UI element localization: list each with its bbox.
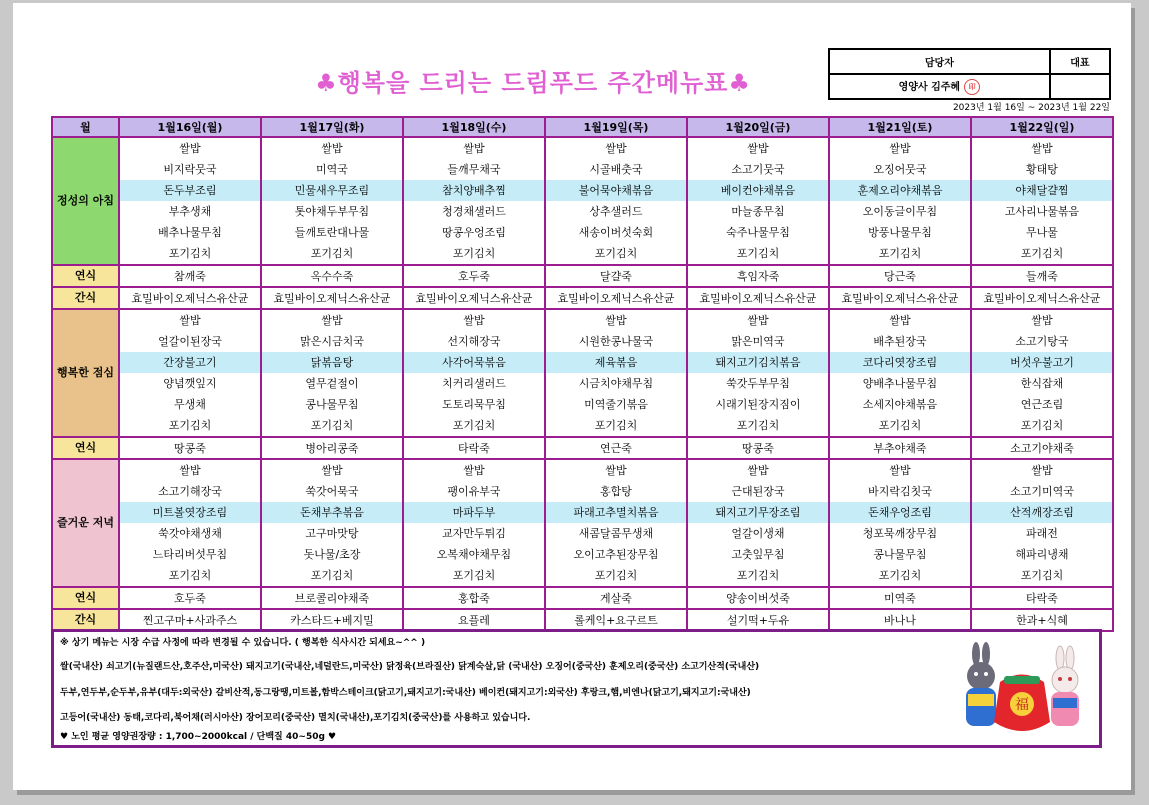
notice-line: ※ 상기 메뉴는 시장 수급 사정에 따라 변경될 수 있습니다. ( 행복한 식사시간 되세요~^^ ) [60, 638, 426, 648]
menu-item: 팽이유부국 [447, 485, 501, 498]
menu-item: 시금치야채무침 [578, 377, 654, 390]
menu-item: 소고기탕국 [1015, 335, 1069, 348]
day-header: 1월22일(일) [971, 117, 1113, 137]
menu-item: 효밀바이오제닉스유산균 [971, 287, 1113, 309]
menu-item: 쑥갓두부무침 [726, 377, 790, 390]
menu-item: 타락죽 [971, 587, 1113, 609]
menu-item: 돈두부조림 [120, 180, 260, 201]
menu-item: 쌀밥 [747, 142, 769, 155]
menu-item: 마늘종무침 [731, 205, 785, 218]
meal-cell [687, 309, 829, 437]
meal-cell [119, 309, 261, 437]
menu-item: 부추생채 [168, 205, 212, 218]
menu-item: 홍합탕 [600, 485, 632, 498]
menu-item: 청경채샐러드 [442, 205, 506, 218]
menu-item: 도토리묵무침 [442, 398, 506, 411]
menu-item: 시골배춧국 [589, 163, 643, 176]
menu-item: 호두죽 [403, 265, 545, 287]
menu-item: 새콤달콤무생채 [578, 527, 654, 540]
notes-box [51, 629, 1102, 748]
origin-line: 두부,연두부,순두부,유부(대두:외국산) 갈비산적,동그랑땡,미트볼,함박스테이크(닭고기,돼지고기:국내산) 베이컨(돼지고기:외국산) 후랑크,햄,비엔나(닭고기,돼지고기:국내산) [60, 688, 751, 698]
origin-line: 쌀(국내산) 쇠고기(뉴질랜드산,호주산,미국산) 돼지고기(국내산,네덜란드,미국산) 닭정육(브라질산) 닭계숙살,닭 (국내산) 오징어(중국산) 훈제오리(중국산) 소고기산적(국내산) [60, 662, 760, 672]
breakfast-row [52, 137, 1113, 265]
menu-item: 소고기미역국 [1010, 485, 1074, 498]
menu-item: 톳야채두부무침 [294, 205, 370, 218]
menu-item: 효밀바이오제닉스유산균 [545, 287, 687, 309]
bag-character: 福 [1015, 697, 1029, 713]
menu-item: 오복채야채무침 [436, 548, 512, 561]
menu-item: 게살죽 [545, 587, 687, 609]
meal-cell [687, 137, 829, 265]
menu-item: 쌀밥 [747, 314, 769, 327]
menu-item: 파래고추멸치볶음 [546, 502, 686, 523]
menu-item: 쌀밥 [463, 464, 485, 477]
menu-item: 양념깻잎지 [163, 377, 217, 390]
menu-item: 맑은미역국 [731, 335, 785, 348]
menu-item: 시래기된장지짐이 [715, 398, 801, 411]
menu-item: 맑은시금치국 [300, 335, 364, 348]
menu-item: 바지락김칫국 [868, 485, 932, 498]
menu-item: 연근죽 [545, 437, 687, 459]
menu-item: 미역죽 [829, 587, 971, 609]
menu-item: 땅콩죽 [687, 437, 829, 459]
menu-item: 소세지야채볶음 [862, 398, 938, 411]
origin-line: 고등어(국내산) 동태,코다리,북어채(러시아산) 장어꼬리(중국산) 멸치(국내산),포기김치(중국산)를 사용하고 있습니다. [60, 713, 531, 723]
approval-col2-value [1050, 74, 1110, 99]
menu-item: 쌀밥 [463, 314, 485, 327]
menu-item: 당근죽 [829, 265, 971, 287]
weekly-menu-table [51, 116, 1114, 632]
porridge-row [52, 587, 1113, 609]
dietitian-name: 영양사 김주혜 [898, 82, 961, 93]
menu-item: 달걀죽 [545, 265, 687, 287]
menu-item: 쌀밥 [605, 142, 627, 155]
menu-item: 배추된장국 [873, 335, 927, 348]
menu-item: 들깨토란대나물 [294, 226, 370, 239]
meal-category-label: 즐거운 저녁 [52, 459, 119, 587]
menu-item: 포기김치 [736, 247, 780, 260]
menu-item: 숙주나물무침 [726, 226, 790, 239]
menu-item: 얼갈이된장국 [158, 335, 222, 348]
menu-item: 포기김치 [736, 569, 780, 582]
right-rabbit [1051, 646, 1079, 726]
menu-item: 쌀밥 [889, 142, 911, 155]
menu-item: 참깨죽 [119, 265, 261, 287]
menu-item: 파래전 [1026, 527, 1058, 540]
day-header: 1월19일(목) [545, 117, 687, 137]
meal-cell [829, 309, 971, 437]
menu-item: 흑임자죽 [687, 265, 829, 287]
menu-item: 쌀밥 [321, 464, 343, 477]
new-year-rabbit-illustration [952, 642, 1094, 742]
menu-item: 찐고구마+사과주스 [119, 609, 261, 631]
menu-item: 연근조림 [1020, 398, 1064, 411]
meal-category-label: 연식 [52, 265, 119, 287]
meal-cell [119, 459, 261, 587]
menu-item: 포기김치 [1020, 569, 1064, 582]
menu-item: 포기김치 [878, 419, 922, 432]
menu-item: 버섯우불고기 [972, 352, 1112, 373]
menu-item: 홍합죽 [403, 587, 545, 609]
meal-category-label: 행복한 점심 [52, 309, 119, 437]
menu-item: 간장불고기 [120, 352, 260, 373]
menu-item: 쌀밥 [889, 464, 911, 477]
menu-item: 요플레 [403, 609, 545, 631]
menu-item: 효밀바이오제닉스유산균 [261, 287, 403, 309]
snack-row [52, 287, 1113, 309]
menu-item: 시원한콩나물국 [578, 335, 654, 348]
menu-item: 카스타드+베지밀 [261, 609, 403, 631]
meal-category-label: 간식 [52, 609, 119, 631]
approval-col1-header: 담당자 [829, 49, 1050, 74]
porridge-row [52, 265, 1113, 287]
menu-item: 상추샐러드 [589, 205, 643, 218]
approval-col1-value [829, 74, 1050, 99]
page-title: ♣행복을 드리는 드림푸드 주간메뉴표♣ [315, 69, 751, 97]
menu-item: 사각어묵볶음 [404, 352, 544, 373]
meal-cell [971, 137, 1113, 265]
approval-box [828, 48, 1111, 100]
menu-item: 미역국 [316, 163, 348, 176]
menu-item: 야채달걀찜 [972, 180, 1112, 201]
menu-item: 산적깨장조림 [972, 502, 1112, 523]
menu-item: 해파리냉채 [1015, 548, 1069, 561]
menu-item: 한식잡채 [1020, 377, 1064, 390]
menu-item: 호두죽 [119, 587, 261, 609]
left-rabbit [966, 642, 996, 726]
meal-category-label: 간식 [52, 287, 119, 309]
seal-stamp: 印 [964, 79, 980, 95]
day-header: 1월18일(수) [403, 117, 545, 137]
menu-item: 돗나물/초장 [303, 548, 361, 561]
meal-cell [261, 309, 403, 437]
menu-item: 베이컨야채볶음 [688, 180, 828, 201]
menu-item: 오이고추된장무침 [573, 548, 659, 561]
menu-item: 소고기야채죽 [971, 437, 1113, 459]
menu-item: 느타리버섯무침 [152, 548, 228, 561]
menu-item: 포기김치 [452, 247, 496, 260]
menu-item: 쑥갓야채생채 [158, 527, 222, 540]
meal-cell [971, 309, 1113, 437]
menu-item: 부추야채죽 [829, 437, 971, 459]
day-header: 1월20일(금) [687, 117, 829, 137]
meal-cell [261, 459, 403, 587]
menu-item: 포기김치 [452, 569, 496, 582]
fortune-bag [994, 675, 1050, 732]
menu-item: 포기김치 [594, 569, 638, 582]
meal-cell [545, 459, 687, 587]
menu-item: 돼지고기무장조림 [688, 502, 828, 523]
menu-item: 타락죽 [403, 437, 545, 459]
menu-item: 소고기해장국 [158, 485, 222, 498]
menu-item: 효밀바이오제닉스유산균 [119, 287, 261, 309]
menu-item: 쑥갓어묵국 [305, 485, 359, 498]
menu-item: 포기김치 [594, 419, 638, 432]
menu-item: 비지락뭇국 [163, 163, 217, 176]
menu-item: 포기김치 [168, 419, 212, 432]
nutrition-line: ♥ 노인 평균 영양권장량 : 1,700~2000kcal / 단백질 40~50g ♥ [60, 732, 337, 742]
menu-item: 옥수수죽 [261, 265, 403, 287]
meal-cell [545, 137, 687, 265]
period-range: 2023년 1월 16일 ~ 2023년 1월 22일 [952, 103, 1110, 113]
menu-item: 청포묵깨장무침 [862, 527, 938, 540]
menu-item: 치커리샐러드 [442, 377, 506, 390]
menu-item: 포기김치 [594, 247, 638, 260]
menu-item: 콩나물무침 [873, 548, 927, 561]
menu-item: 쌀밥 [605, 314, 627, 327]
menu-item: 콩나물무침 [305, 398, 359, 411]
menu-item: 소고기뭇국 [731, 163, 785, 176]
menu-item: 제육볶음 [546, 352, 686, 373]
day-header: 1월17일(화) [261, 117, 403, 137]
menu-item: 병아리콩죽 [261, 437, 403, 459]
menu-item: 양송이버섯죽 [687, 587, 829, 609]
menu-item: 민물새우무조림 [262, 180, 402, 201]
menu-item: 포기김치 [1020, 247, 1064, 260]
meal-cell [545, 309, 687, 437]
meal-cell [829, 459, 971, 587]
menu-item: 훈제오리야채볶음 [830, 180, 970, 201]
menu-item: 효밀바이오제닉스유산균 [829, 287, 971, 309]
approval-col2-header: 대표 [1050, 49, 1110, 74]
menu-item: 롤케익+요구르트 [545, 609, 687, 631]
menu-item: 쌀밥 [179, 314, 201, 327]
menu-item: 포기김치 [168, 247, 212, 260]
menu-item: 마파두부 [404, 502, 544, 523]
menu-item: 쌀밥 [747, 464, 769, 477]
menu-item: 쌀밥 [321, 142, 343, 155]
menu-item: 포기김치 [878, 569, 922, 582]
menu-item: 포기김치 [452, 419, 496, 432]
menu-item: 무생채 [174, 398, 206, 411]
menu-item: 포기김치 [168, 569, 212, 582]
menu-item: 선지해장국 [447, 335, 501, 348]
menu-item: 미트볼엿장조림 [120, 502, 260, 523]
menu-item: 얼갈이생채 [731, 527, 785, 540]
menu-item: 돈채부추볶음 [262, 502, 402, 523]
corner-label: 월 [52, 117, 119, 137]
menu-item: 배추나물무침 [158, 226, 222, 239]
menu-item: 브로콜리야채죽 [261, 587, 403, 609]
menu-item: 들깨무채국 [447, 163, 501, 176]
menu-item: 고춧잎무침 [731, 548, 785, 561]
meal-cell [403, 309, 545, 437]
menu-item: 코다리엿장조림 [830, 352, 970, 373]
menu-item: 닭볶음탕 [262, 352, 402, 373]
meal-cell [403, 459, 545, 587]
menu-item: 새송이버섯숙회 [578, 226, 654, 239]
menu-item: 포기김치 [310, 419, 354, 432]
menu-item: 포기김치 [310, 247, 354, 260]
day-header-row [52, 117, 1113, 137]
menu-item: 땅콩죽 [119, 437, 261, 459]
menu-item: 쌀밥 [463, 142, 485, 155]
menu-item: 바나나 [829, 609, 971, 631]
menu-item: 포기김치 [736, 419, 780, 432]
menu-item: 참치양배추찜 [404, 180, 544, 201]
menu-item: 미역줄기볶음 [584, 398, 648, 411]
menu-item: 황태탕 [1026, 163, 1058, 176]
menu-item: 포기김치 [310, 569, 354, 582]
menu-item: 포기김치 [1020, 419, 1064, 432]
menu-item: 무나물 [1026, 226, 1058, 239]
menu-item: 쌀밥 [179, 464, 201, 477]
menu-item: 쌀밥 [1031, 464, 1053, 477]
meal-cell [261, 137, 403, 265]
meal-category-label: 정성의 아침 [52, 137, 119, 265]
menu-item: 양배추나물무침 [862, 377, 938, 390]
day-header: 1월21일(토) [829, 117, 971, 137]
menu-item: 쌀밥 [1031, 314, 1053, 327]
menu-item: 포기김치 [878, 247, 922, 260]
dinner-row [52, 459, 1113, 587]
meal-category-label: 연식 [52, 587, 119, 609]
menu-item: 방풍나물무침 [868, 226, 932, 239]
menu-item: 쌀밥 [889, 314, 911, 327]
menu-item: 돈채우엉조림 [830, 502, 970, 523]
menu-item: 쌀밥 [1031, 142, 1053, 155]
snack-row [52, 609, 1113, 631]
menu-item: 불어묵야채볶음 [546, 180, 686, 201]
meal-cell [119, 137, 261, 265]
meal-cell [403, 137, 545, 265]
meal-cell [829, 137, 971, 265]
menu-item: 한과+식혜 [971, 609, 1113, 631]
menu-item: 설기떡+두유 [687, 609, 829, 631]
menu-item: 쌀밥 [179, 142, 201, 155]
menu-item: 고구마맛탕 [305, 527, 359, 540]
menu-item: 열무겉절이 [305, 377, 359, 390]
menu-item: 쌀밥 [321, 314, 343, 327]
menu-item: 땅콩우엉조림 [442, 226, 506, 239]
meal-category-label: 연식 [52, 437, 119, 459]
menu-item: 오이동글이무침 [862, 205, 938, 218]
menu-item: 들깨죽 [971, 265, 1113, 287]
meal-cell [971, 459, 1113, 587]
menu-item: 근대된장국 [731, 485, 785, 498]
porridge-row [52, 437, 1113, 459]
lunch-row [52, 309, 1113, 437]
menu-item: 쌀밥 [605, 464, 627, 477]
menu-item: 고사리나물볶음 [1004, 205, 1080, 218]
menu-item: 효밀바이오제닉스유산균 [687, 287, 829, 309]
meal-cell [687, 459, 829, 587]
menu-item: 오징어뭇국 [873, 163, 927, 176]
day-header: 1월16일(월) [119, 117, 261, 137]
menu-item: 돼지고기김치볶음 [688, 352, 828, 373]
menu-item: 효밀바이오제닉스유산균 [403, 287, 545, 309]
menu-item: 교자만두튀김 [442, 527, 506, 540]
